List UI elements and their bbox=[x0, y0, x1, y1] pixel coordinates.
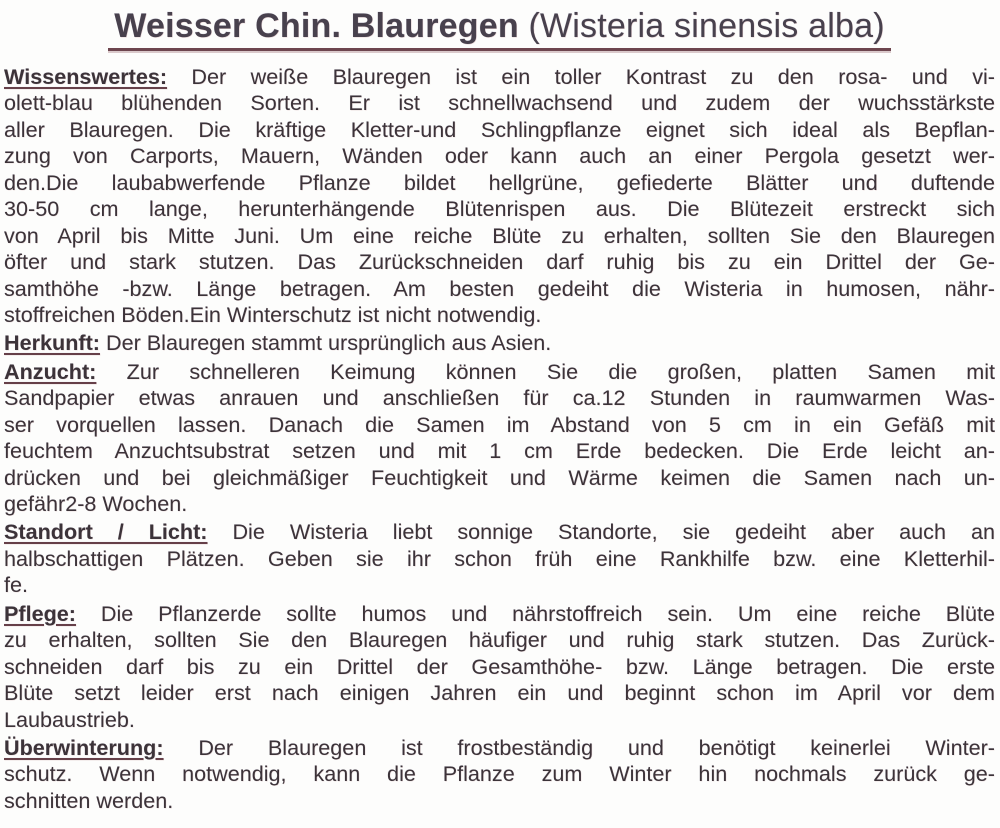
section-ueberwinterung bbox=[4, 735, 995, 814]
section-heading: Wissenswertes: bbox=[4, 64, 168, 89]
section-herkunft bbox=[4, 330, 995, 356]
text-line: Blüte setzt leider erst nach einigen Jahren ein und beginnt schon im April vor dem bbox=[4, 680, 995, 706]
text-line: feuchtem Anzuchtsubstrat setzen und mit 1 cm Erde bedecken. Die Erde leicht an- bbox=[4, 438, 995, 464]
section-heading: Pflege: bbox=[4, 600, 76, 626]
text-line: von April bis Mitte Juni. Um eine reiche Blüte zu erhalten, sollten Sie den Blauregen bbox=[4, 222, 995, 248]
section-wissenswertes bbox=[4, 64, 995, 328]
text-line: aller Blauregen. Die kräftige Kletter-und Schlingpflanze eignet sich ideal als Bepflan- bbox=[4, 116, 995, 142]
text-line: drücken und bei gleichmäßiger Feuchtigkeit und Wärme keimen die Samen nach un- bbox=[4, 464, 995, 490]
text-line: zu erhalten, sollten Sie den Blauregen häufiger und ruhig stark stutzen. Das Zurück- bbox=[4, 627, 995, 653]
section-heading: Standort / Licht: bbox=[4, 519, 208, 545]
text-line: schneiden darf bis zu ein Drittel der Gesamthöhe- bzw. Länge betragen. Die erste bbox=[4, 653, 995, 679]
section-anzucht bbox=[4, 359, 995, 518]
text-line: samthöhe -bzw. Länge betragen. Am besten gedeiht die Wisteria in humosen, nähr- bbox=[4, 275, 995, 301]
section-heading: Überwinterung: bbox=[4, 734, 164, 760]
text-line: schutz. Wenn notwendig, kann die Pflanze zum Winter hin nochmals zurück ge- bbox=[4, 761, 995, 787]
title-underline bbox=[108, 6, 890, 51]
text-line bbox=[4, 735, 995, 761]
page-title bbox=[4, 6, 995, 51]
text-line: Laubaustrieb. bbox=[4, 706, 135, 732]
text-line: fe. bbox=[4, 572, 29, 598]
section-heading: Anzucht: bbox=[4, 358, 97, 384]
text-line: olett-blau blühenden Sorten. Er ist schnellwachsend und zudem der wuchsstärkste bbox=[4, 90, 995, 116]
section-heading: Herkunft: bbox=[4, 330, 100, 356]
text-line: den.Die laubabwerfende Pflanze bildet hellgrüne, gefiederte Blätter und duftende bbox=[4, 169, 995, 195]
section-standort-licht bbox=[4, 519, 995, 598]
text-line: schnitten werden. bbox=[4, 787, 174, 813]
heading-line-rest: Die Pflanzerde sollte humos und nährstoffreich sein. Um eine reiche Blüte bbox=[76, 600, 995, 626]
text-line: halbschattigen Plätzen. Geben sie ihr schon früh eine Rankhilfe bzw. eine Kletterhil- bbox=[4, 545, 995, 571]
text-line bbox=[4, 330, 995, 356]
text-line: zung von Carports, Mauern, Wänden oder kann auch an einer Pergola gesetzt wer- bbox=[4, 143, 995, 169]
text-line bbox=[4, 64, 995, 90]
title-main: Weisser Chin. Blauregen bbox=[114, 7, 519, 45]
text-line: 30-50 cm lange, herunterhängende Blütenrispen aus. Die Blütezeit erstreckt sich bbox=[4, 196, 995, 222]
text-line: öfter und stark stutzen. Das Zurückschneiden darf ruhig bis zu ein Drittel der Ge- bbox=[4, 249, 995, 275]
heading-line-rest: Zur schnelleren Keimung können Sie die großen, platten Samen mit bbox=[96, 358, 995, 384]
text-line: stoffreichen Böden.Ein Winterschutz ist nicht notwendig. bbox=[4, 301, 542, 327]
heading-line-rest: Der Blauregen ist frostbeständig und benötigt keinerlei Winter- bbox=[163, 734, 995, 760]
text-line bbox=[4, 601, 995, 627]
text-line bbox=[4, 359, 995, 385]
text-line bbox=[4, 519, 995, 545]
title-latin: (Wisteria sinensis alba) bbox=[518, 7, 885, 45]
heading-line-rest: Der Blauregen stammt ursprünglich aus Asien. bbox=[99, 330, 552, 356]
text-line: Sandpapier etwas anrauen und anschließen für ca.12 Stunden in raumwarmen Was- bbox=[4, 385, 995, 411]
text-line: ser vorquellen lassen. Danach die Samen im Abstand von 5 cm in ein Gefäß mit bbox=[4, 411, 995, 437]
section-pflege bbox=[4, 601, 995, 733]
text-line: gefähr2-8 Wochen. bbox=[4, 491, 188, 516]
heading-line-rest: Der weiße Blauregen ist ein toller Kontrast zu den rosa- und vi- bbox=[167, 64, 995, 89]
document-body bbox=[4, 64, 995, 814]
heading-line-rest: Die Wisteria liebt sonnige Standorte, sie gedeiht aber auch an bbox=[207, 519, 995, 545]
